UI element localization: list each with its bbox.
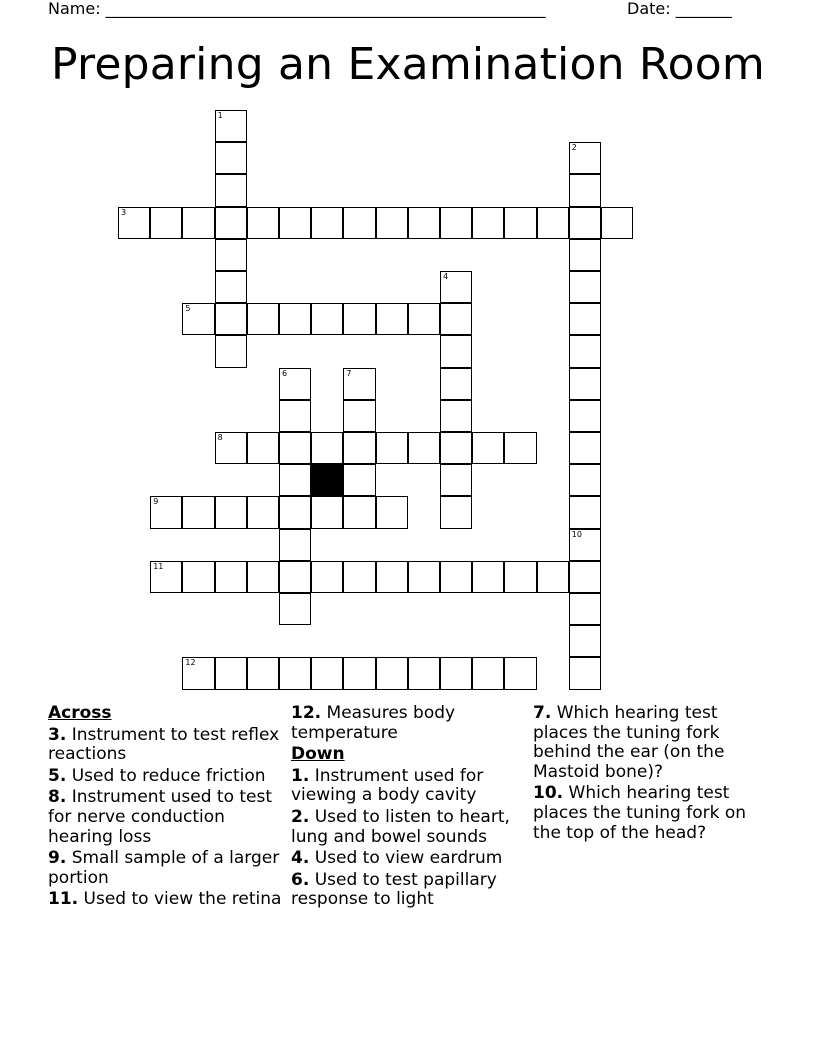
grid-cell[interactable] [343, 496, 375, 528]
grid-cell[interactable] [247, 432, 279, 464]
grid-cell[interactable] [472, 207, 504, 239]
grid-cell[interactable] [311, 561, 343, 593]
grid-cell[interactable] [569, 657, 601, 689]
grid-cell[interactable] [504, 207, 536, 239]
grid-cell[interactable] [472, 432, 504, 464]
cell-number: 3 [121, 207, 127, 217]
grid-cell[interactable] [569, 303, 601, 335]
grid-cell[interactable] [343, 303, 375, 335]
grid-cell[interactable] [247, 561, 279, 593]
grid-cell[interactable] [408, 207, 440, 239]
across-clue-8: 8. Instrument used to test for nerve conduction hearing loss [48, 787, 273, 847]
grid-cell[interactable] [408, 432, 440, 464]
down-clue-4: 4. Used to view eardrum [291, 848, 503, 869]
cell-number: 9 [153, 497, 159, 507]
grid-cell[interactable] [150, 561, 182, 593]
cell-number: 11 [153, 561, 164, 571]
grid-cell[interactable] [279, 496, 311, 528]
grid-cell[interactable] [472, 561, 504, 593]
grid-cell[interactable] [311, 496, 343, 528]
grid-cell[interactable] [343, 657, 375, 689]
grid-cell[interactable] [440, 271, 472, 303]
cell-number: 4 [443, 272, 449, 281]
cell-number: 8 [217, 433, 223, 442]
clue-column-1 [48, 702, 286, 910]
grid-cell[interactable] [569, 400, 601, 432]
grid-cell[interactable] [215, 432, 247, 464]
grid-cell[interactable] [537, 561, 569, 593]
grid-cell[interactable] [569, 561, 601, 593]
grid-cell[interactable] [569, 142, 601, 174]
grid-cell[interactable] [279, 593, 311, 625]
grid-cell[interactable] [150, 207, 182, 239]
grid-cell[interactable] [182, 657, 214, 689]
grid-cell[interactable] [440, 496, 472, 528]
grid-cell[interactable] [279, 464, 311, 496]
grid-cell[interactable] [569, 432, 601, 464]
cell-number: 6 [282, 368, 288, 378]
grid-cell[interactable] [343, 368, 375, 400]
grid-cell[interactable] [279, 561, 311, 593]
grid-cell[interactable] [504, 657, 536, 689]
grid-cell[interactable] [569, 464, 601, 496]
grid-cell[interactable] [376, 657, 408, 689]
grid-cell[interactable] [569, 271, 601, 303]
grid-cell[interactable] [247, 657, 279, 689]
grid-cell[interactable] [569, 496, 601, 528]
grid-cell[interactable] [247, 496, 279, 528]
grid-cell[interactable] [440, 561, 472, 593]
grid-cell[interactable] [343, 400, 375, 432]
grid-cell[interactable] [311, 207, 343, 239]
grid-cell[interactable] [569, 335, 601, 367]
grid-cell[interactable] [569, 174, 601, 206]
grid-cell[interactable] [504, 432, 536, 464]
grid-cell[interactable] [182, 561, 214, 593]
grid-cell[interactable] [440, 657, 472, 689]
grid-cell[interactable] [118, 207, 150, 239]
grid-cell[interactable] [440, 207, 472, 239]
grid-cell[interactable] [247, 207, 279, 239]
down-heading: Down [291, 744, 345, 765]
grid-cell[interactable] [279, 432, 311, 464]
grid-cell[interactable] [504, 561, 536, 593]
grid-cell[interactable] [376, 561, 408, 593]
cell-number: 1 [217, 111, 223, 120]
across-clue-9: 9. Small sample of a larger portion [48, 848, 280, 888]
cell-number: 12 [185, 658, 196, 668]
grid-cell[interactable] [150, 496, 182, 528]
grid-cell[interactable] [440, 303, 472, 335]
grid-cell[interactable] [569, 368, 601, 400]
grid-cell[interactable] [376, 496, 408, 528]
grid-cell[interactable] [376, 207, 408, 239]
grid-cell[interactable] [472, 657, 504, 689]
grid-cell[interactable] [440, 464, 472, 496]
grid-cell[interactable] [247, 303, 279, 335]
grid-cell[interactable] [182, 496, 214, 528]
grid-cell[interactable] [440, 335, 472, 367]
cell-number: 5 [185, 304, 191, 314]
down-clue-2: 2. Used to listen to heart, lung and bowel sounds [291, 806, 510, 847]
across-clue-3: 3. Instrument to test reflex reactions [48, 724, 280, 765]
grid-cell[interactable] [440, 400, 472, 432]
grid-cell[interactable] [440, 368, 472, 400]
across-clue-11: 11. Used to view the retina [48, 889, 282, 910]
grid-cell[interactable] [376, 432, 408, 464]
grid-cell[interactable] [343, 207, 375, 239]
grid-cell[interactable] [569, 239, 601, 271]
grid-cell[interactable] [343, 561, 375, 593]
grid-cell[interactable] [569, 207, 601, 239]
grid-cell[interactable] [601, 207, 633, 239]
grid-cell[interactable] [215, 303, 247, 335]
grid-cell[interactable] [537, 207, 569, 239]
clue-column-3 [533, 702, 771, 843]
across-clue-5: 5. Used to reduce friction [48, 765, 266, 786]
grid-cell[interactable] [279, 529, 311, 561]
grid-cell[interactable] [343, 432, 375, 464]
grid-cell[interactable] [182, 303, 214, 335]
grid-cell[interactable] [279, 368, 311, 400]
grid-cell[interactable] [215, 142, 247, 174]
grid-cell[interactable] [343, 464, 375, 496]
grid-block [311, 464, 343, 496]
grid-cell[interactable] [215, 657, 247, 689]
name-field-label: Name: _______________________________________________________ [48, 0, 546, 18]
down-clue-10: 10. Which hearing test places the tuning fork on the top of the head? [533, 783, 747, 843]
grid-cell[interactable] [279, 303, 311, 335]
page-title: Preparing an Examination Room [51, 39, 765, 90]
grid-cell[interactable] [311, 432, 343, 464]
grid-cell[interactable] [182, 207, 214, 239]
grid-cell[interactable] [569, 593, 601, 625]
cell-number: 10 [571, 529, 582, 539]
grid-cell[interactable] [215, 110, 247, 142]
grid-cell[interactable] [215, 174, 247, 206]
grid-cell[interactable] [311, 657, 343, 689]
grid-cell[interactable] [215, 335, 247, 367]
grid-cell[interactable] [311, 303, 343, 335]
across-heading: Across [48, 703, 112, 723]
grid-cell[interactable] [408, 561, 440, 593]
grid-cell[interactable] [279, 207, 311, 239]
across-clue-12: 12. Measures body temperature [291, 703, 456, 743]
grid-cell[interactable] [408, 657, 440, 689]
grid-cell[interactable] [279, 657, 311, 689]
grid-cell[interactable] [215, 271, 247, 303]
grid-cell[interactable] [215, 207, 247, 239]
cell-number: 7 [346, 368, 352, 378]
grid-cell[interactable] [215, 496, 247, 528]
down-clue-6: 6. Used to test papillary response to light [291, 869, 497, 910]
down-clue-7: 7. Which hearing test places the tuning fork behind the ear (on the Mastoid bone)? [533, 703, 725, 782]
grid-cell[interactable] [215, 239, 247, 271]
grid-cell[interactable] [569, 529, 601, 561]
grid-cell[interactable] [279, 400, 311, 432]
grid-cell[interactable] [215, 561, 247, 593]
down-clue-1: 1. Instrument used for viewing a body cavity [291, 765, 484, 806]
cell-number: 2 [571, 143, 577, 153]
grid-cell[interactable] [408, 303, 440, 335]
grid-cell[interactable] [376, 303, 408, 335]
clue-column-2 [291, 702, 529, 910]
grid-cell[interactable] [569, 625, 601, 657]
grid-cell[interactable] [440, 432, 472, 464]
date-field-label: Date: _______ [627, 0, 732, 18]
